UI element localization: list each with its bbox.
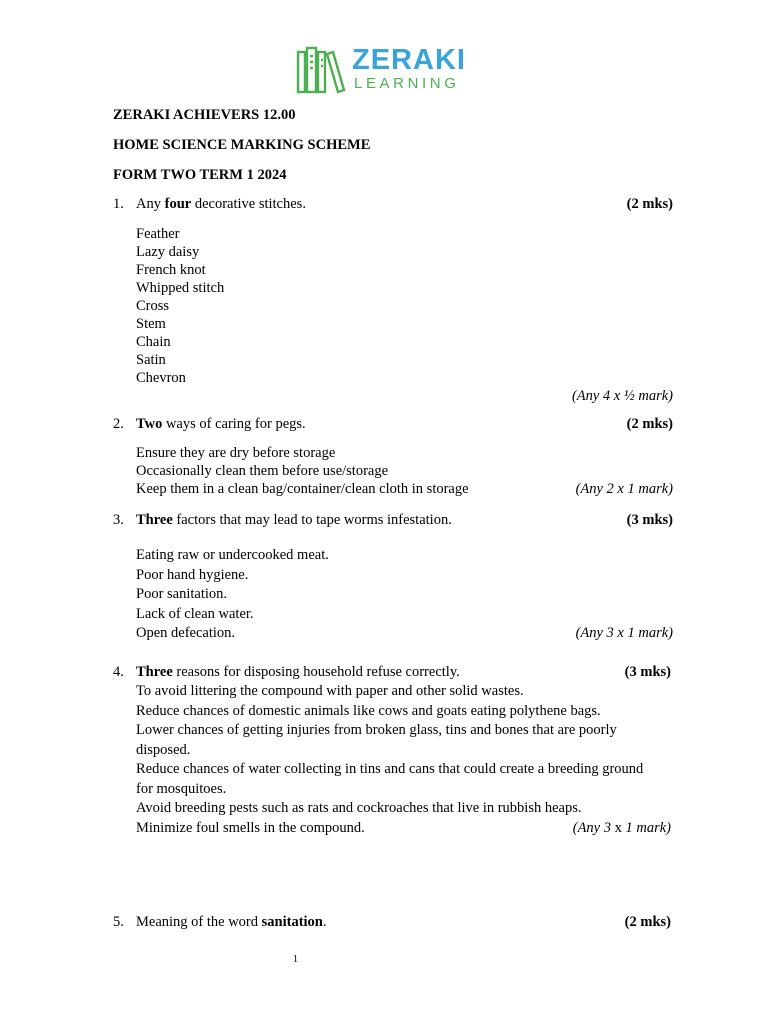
logo-subtitle: LEARNING bbox=[354, 75, 460, 92]
form-term: FORM TWO TERM 1 2024 bbox=[113, 167, 287, 183]
answer-item: French knot bbox=[136, 262, 206, 278]
answer-item: Chevron bbox=[136, 370, 186, 386]
question-text: Meaning of the word sanitation. bbox=[136, 914, 327, 930]
logo-word: ZERAKI bbox=[352, 44, 466, 76]
question-text: Three factors that may lead to tape worms infestation. bbox=[136, 512, 452, 528]
page-number: 1 bbox=[293, 954, 298, 965]
answer-item: Cross bbox=[136, 298, 170, 314]
answer-item: Avoid breeding pests such as rats and cockroaches that live in rubbish heaps. bbox=[136, 800, 582, 816]
mark-allocation: (Any 3 x 1 mark) bbox=[575, 625, 673, 641]
mark-allocation: (Any 4 x ½ mark) bbox=[571, 388, 673, 404]
answers-1 bbox=[136, 225, 673, 405]
answer-item: Poor sanitation. bbox=[136, 586, 228, 602]
answers-3 bbox=[136, 546, 673, 644]
answer-item: disposed. bbox=[136, 741, 191, 758]
document-title: HOME SCIENCE MARKING SCHEME bbox=[113, 137, 371, 153]
question-number: 4. bbox=[113, 664, 124, 680]
answer-row bbox=[136, 624, 673, 644]
answer-item: Feather bbox=[136, 226, 180, 242]
question-marks: (3 mks) bbox=[624, 664, 671, 680]
answer-item: Lower chances of getting injuries from broken glass, tins and bones that are poorly bbox=[136, 722, 617, 738]
answer-item: Satin bbox=[136, 352, 166, 368]
answer-item: Reduce chances of domestic animals like cows and goats eating polythene bags. bbox=[136, 702, 601, 719]
question-number: 2. bbox=[113, 416, 124, 432]
answer-item: Chain bbox=[136, 334, 171, 350]
question-marks: (2 mks) bbox=[626, 196, 673, 212]
answer-item: Eating raw or undercooked meat. bbox=[136, 547, 329, 563]
answer-item: Whipped stitch bbox=[136, 280, 225, 296]
answer-item: Poor hand hygiene. bbox=[136, 566, 249, 583]
answer-item: Lazy daisy bbox=[136, 244, 200, 260]
question-text: Any four decorative stitches. bbox=[136, 196, 306, 212]
question-text: Two ways of caring for pegs. bbox=[136, 416, 306, 432]
answer-item: Lack of clean water. bbox=[136, 605, 254, 622]
answer-item: Minimize foul smells in the compound. bbox=[136, 819, 365, 836]
question-number: 1. bbox=[113, 196, 124, 212]
answer-item: Keep them in a clean bag/container/clean cloth in storage bbox=[136, 481, 469, 497]
exam-title: ZERAKI ACHIEVERS 12.00 bbox=[113, 107, 296, 123]
question-marks: (2 mks) bbox=[626, 416, 673, 432]
question-number: 5. bbox=[113, 914, 124, 930]
answer-row bbox=[136, 480, 673, 498]
answer-item: Stem bbox=[136, 316, 166, 332]
answer-item: Reduce chances of water collecting in tins and cans that could create a breeding ground bbox=[136, 761, 644, 777]
mark-allocation-row bbox=[136, 387, 673, 405]
mark-allocation: (Any 3 x 1 mark) bbox=[572, 819, 671, 836]
zeraki-logo bbox=[296, 44, 476, 96]
answer-row bbox=[136, 819, 671, 839]
question-marks: (2 mks) bbox=[624, 914, 671, 930]
question-number: 3. bbox=[113, 512, 124, 528]
answer-item: for mosquitoes. bbox=[136, 780, 227, 797]
answer-item: To avoid littering the compound with paper and other solid wastes. bbox=[136, 683, 524, 699]
answer-item: Occasionally clean them before use/storage bbox=[136, 463, 389, 479]
answer-item: Ensure they are dry before storage bbox=[136, 445, 336, 461]
books-icon bbox=[296, 46, 348, 96]
question-text: Three reasons for disposing household refuse correctly. bbox=[136, 664, 460, 680]
question-marks: (3 mks) bbox=[626, 512, 673, 528]
answers-4 bbox=[136, 682, 671, 838]
mark-allocation: (Any 2 x 1 mark) bbox=[575, 481, 673, 497]
answers-2 bbox=[136, 444, 673, 498]
answer-item: Open defecation. bbox=[136, 625, 236, 641]
